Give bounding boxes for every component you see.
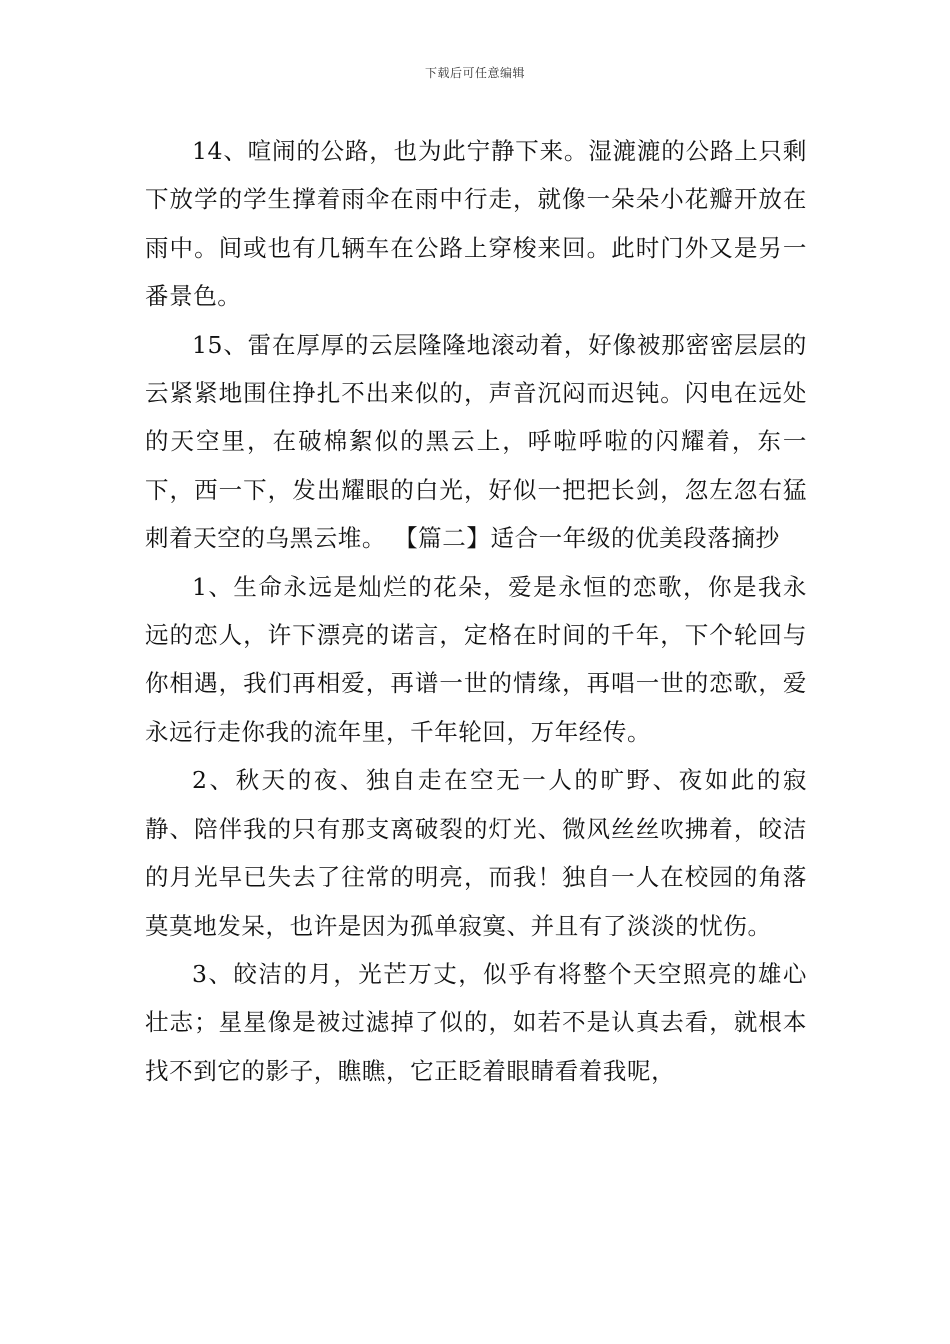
paragraph-14: 14、喧闹的公路，也为此宁静下来。湿漉漉的公路上只剩下放学的学生撑着雨伞在雨中行走，就像一朵朵小花瓣开放在雨中。间或也有几辆车在公路上穿梭来回。此时门外又是另一番景色。 [145, 137, 807, 311]
page-header: 下载后可任意编辑 [424, 66, 525, 80]
paragraph-2: 2、秋天的夜、独自走在空无一人的旷野、夜如此的寂静、陪伴我的只有那支离破裂的灯光、微风丝丝吹拂着，皎洁的月光早已失去了往常的明亮，而我！独自一人在校园的角落莫莫地发呆，也许是因为孤单寂寞、并且有了淡淡的忧伤。 [145, 766, 807, 940]
document-body [145, 127, 807, 1095]
paragraph-15: 15、雷在厚厚的云层隆隆地滚动着，好像被那密密层层的云紧紧地围住挣扎不出来似的，声音沉闷而迟钝。闪电在远处的天空里，在破棉絮似的黑云上，呼啦呼啦的闪耀着，东一下，西一下，发出耀眼的白光，好似一把把长剑，忽左忽右猛刺着天空的乌黑云堆。 【篇二】适合一年级的优美段落摘抄 [145, 330, 807, 553]
paragraph-1: 1、生命永远是灿烂的花朵，爱是永恒的恋歌，你是我永远的恋人，许下漂亮的诺言，定格在时间的千年，下个轮回与你相遇，我们再相爱，再谱一世的情缘，再唱一世的恋歌，爱永远行走你我的流年里，千年轮回，万年经传。 [145, 572, 807, 746]
paragraph-3: 3、皎洁的月，光芒万丈，似乎有将整个天空照亮的雄心壮志；星星像是被过滤掉了似的，如若不是认真去看，就根本找不到它的影子，瞧瞧，它正眨着眼睛看着我呢， [145, 959, 807, 1085]
